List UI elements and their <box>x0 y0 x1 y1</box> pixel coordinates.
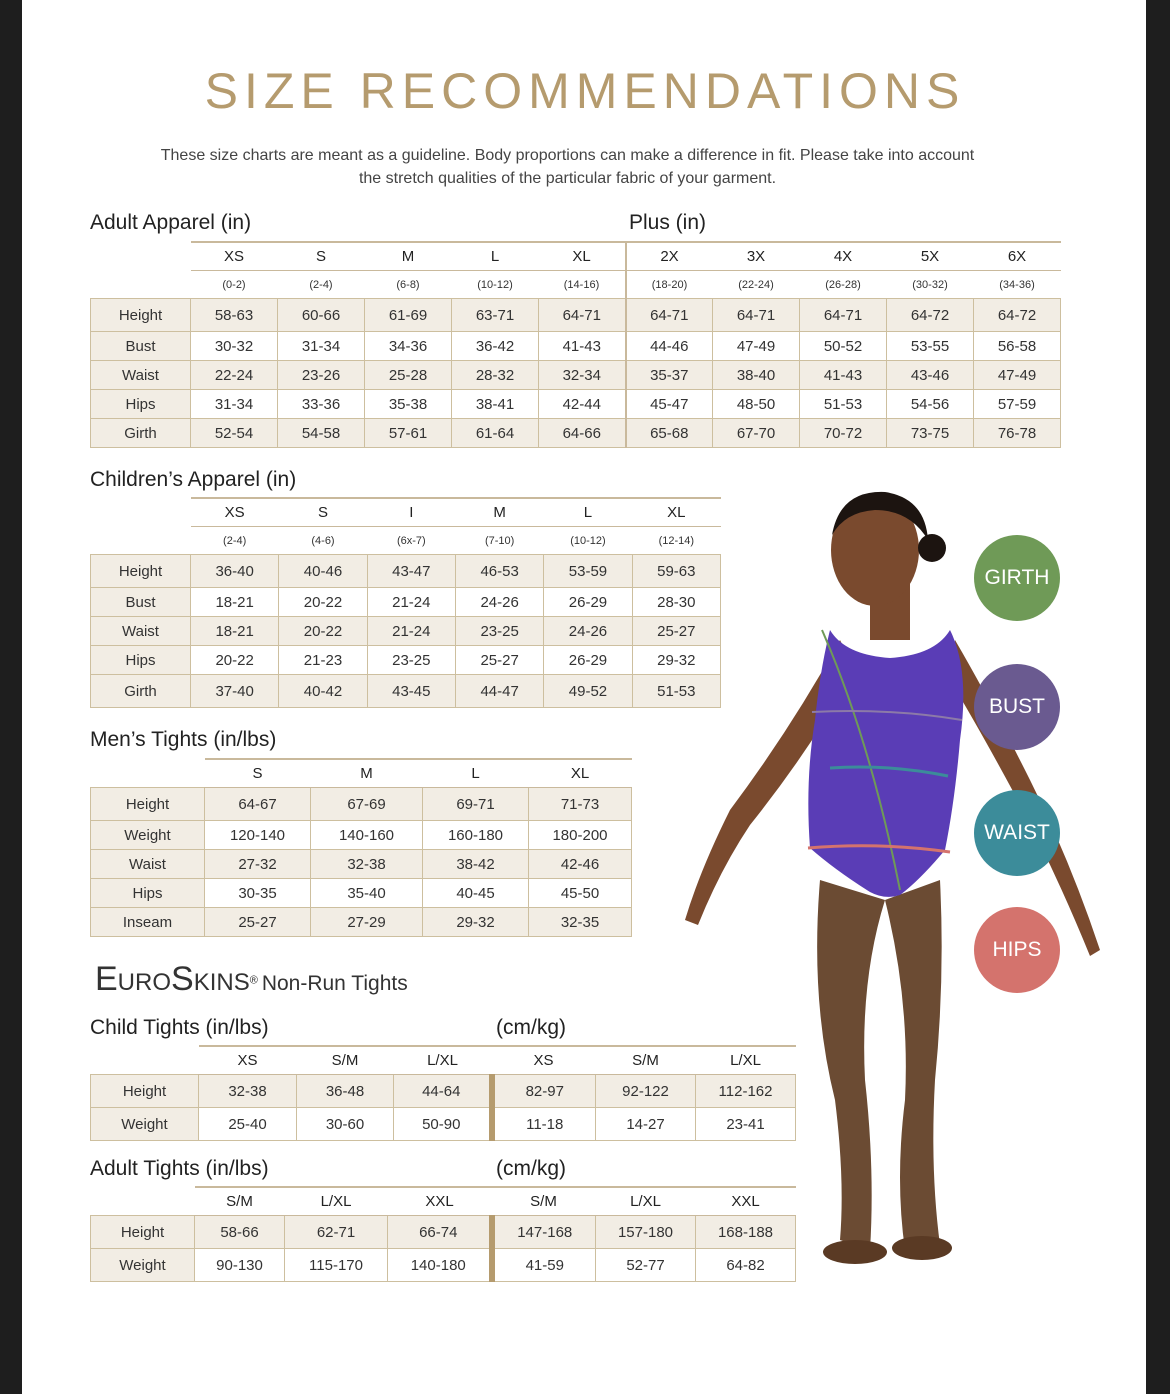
size-range: (30-32) <box>912 278 948 291</box>
size-header: XS <box>191 498 279 527</box>
size-header: L <box>544 498 632 527</box>
table-cell: 23-25 <box>455 617 543 646</box>
table-cell: 44-46 <box>626 332 713 361</box>
table-cell: 140-160 <box>311 821 423 850</box>
table-cell: 69-71 <box>423 788 529 821</box>
table-cell: 38-40 <box>713 361 800 390</box>
size-header: S/M <box>492 1187 596 1216</box>
size-header: S <box>279 498 367 527</box>
size-header: S/M <box>195 1187 285 1216</box>
table-cell: 32-35 <box>529 908 632 937</box>
euroskins-logo <box>95 960 408 999</box>
table-cell: 49-52 <box>544 675 632 708</box>
table-cell: 76-78 <box>974 419 1061 448</box>
row-label: Height <box>91 1216 195 1249</box>
table-cell: 23-41 <box>696 1108 796 1141</box>
adult-tights-metric-heading: (cm/kg) <box>496 1157 566 1180</box>
mens-tights-heading: Men’s Tights (in/lbs) <box>90 728 277 751</box>
children-apparel-heading: Children’s Apparel (in) <box>90 468 297 491</box>
size-range: (18-20) <box>626 271 713 299</box>
table-cell: 48-50 <box>713 390 800 419</box>
table-cell: 44-64 <box>394 1075 492 1108</box>
girth-bubble <box>974 535 1060 621</box>
left-shoe <box>823 1240 887 1264</box>
row-label: Inseam <box>91 908 205 937</box>
table-cell: 28-30 <box>632 588 720 617</box>
table-cell: 64-72 <box>887 299 974 332</box>
size-header: L <box>423 759 529 788</box>
table-cell: 45-47 <box>626 390 713 419</box>
euroskins-reg: ® <box>249 974 258 987</box>
size-header: L/XL <box>394 1046 492 1075</box>
table-cell: 140-180 <box>388 1249 492 1282</box>
size-range: (34-36) <box>999 278 1035 291</box>
table-cell: 27-29 <box>311 908 423 937</box>
table-cell: 23-25 <box>367 646 455 675</box>
table-cell: 53-59 <box>544 555 632 588</box>
row-label: Waist <box>91 617 191 646</box>
row-label: Waist <box>91 850 205 879</box>
table-cell: 46-53 <box>455 555 543 588</box>
table-cell: 51-53 <box>632 675 720 708</box>
row-label: Height <box>91 788 205 821</box>
table-cell: 25-40 <box>199 1108 297 1141</box>
table-cell: 50-90 <box>394 1108 492 1141</box>
table-row <box>91 588 721 617</box>
table-cell: 21-24 <box>367 588 455 617</box>
row-label: Weight <box>91 821 205 850</box>
table-cell: 23-26 <box>278 361 365 390</box>
size-range: (0-2) <box>222 278 246 291</box>
table-cell: 21-23 <box>279 646 367 675</box>
table-row <box>91 850 632 879</box>
size-header: 3X <box>713 242 800 271</box>
table-cell: 32-34 <box>539 361 626 390</box>
table-cell: 160-180 <box>423 821 529 850</box>
hips-label: HIPS <box>992 938 1042 961</box>
table-cell: 32-38 <box>311 850 423 879</box>
table-cell: 54-58 <box>278 419 365 448</box>
size-range: (7-10) <box>484 534 515 547</box>
bust-label: BUST <box>988 695 1045 718</box>
row-label: Hips <box>91 646 191 675</box>
size-header: I <box>367 498 455 527</box>
table-cell: 22-24 <box>191 361 278 390</box>
table-cell: 20-22 <box>279 617 367 646</box>
size-header: M <box>365 242 452 271</box>
table-cell: 115-170 <box>285 1249 388 1282</box>
size-range: (2-4) <box>309 278 333 291</box>
size-range: (2-4) <box>223 534 247 547</box>
table-row <box>91 361 1061 390</box>
row-label: Girth <box>91 419 191 448</box>
table-row <box>91 299 1061 332</box>
size-range: (4-6) <box>311 534 335 547</box>
table-cell: 41-43 <box>539 332 626 361</box>
table-cell: 24-26 <box>544 617 632 646</box>
table-cell: 40-42 <box>279 675 367 708</box>
table-cell: 20-22 <box>191 646 279 675</box>
table-cell: 27-32 <box>205 850 311 879</box>
table-cell: 40-46 <box>279 555 367 588</box>
size-range: (12-14) <box>658 534 695 547</box>
table-cell: 32-38 <box>199 1075 297 1108</box>
table-cell: 47-49 <box>974 361 1061 390</box>
table-cell: 30-35 <box>205 879 311 908</box>
size-header: XXL <box>388 1187 492 1216</box>
table-cell: 66-74 <box>388 1216 492 1249</box>
adult-apparel-table <box>90 241 1061 448</box>
bust-bubble <box>974 664 1060 750</box>
table-row <box>91 879 632 908</box>
table-cell: 31-34 <box>278 332 365 361</box>
table-cell: 41-43 <box>800 361 887 390</box>
table-cell: 37-40 <box>191 675 279 708</box>
table-cell: 41-59 <box>492 1249 596 1282</box>
table-cell: 70-72 <box>800 419 887 448</box>
table-cell: 52-77 <box>596 1249 696 1282</box>
size-range: (26-28) <box>825 278 861 291</box>
table-cell: 67-69 <box>311 788 423 821</box>
table-cell: 147-168 <box>492 1216 596 1249</box>
row-label: Weight <box>91 1249 195 1282</box>
size-range: (6x-7) <box>396 534 426 547</box>
table-row <box>91 821 632 850</box>
children-apparel-table <box>90 497 721 708</box>
row-label: Weight <box>91 1108 199 1141</box>
table-cell: 64-71 <box>713 299 800 332</box>
table-cell: 61-69 <box>365 299 452 332</box>
table-row <box>91 617 721 646</box>
table-cell: 33-36 <box>278 390 365 419</box>
table-cell: 35-38 <box>365 390 452 419</box>
table-cell: 45-50 <box>529 879 632 908</box>
table-cell: 42-46 <box>529 850 632 879</box>
size-range: (10-12) <box>570 534 606 547</box>
size-header: 5X <box>887 242 974 271</box>
table-cell: 29-32 <box>423 908 529 937</box>
table-cell: 25-27 <box>632 617 720 646</box>
table-cell: 38-42 <box>423 850 529 879</box>
intro-text: These size charts are meant as a guideline. Body proportions can make a difference in fit. Please take into account the stretch qualities of the particular fabric of your garment. <box>160 147 975 187</box>
row-label: Bust <box>91 332 191 361</box>
table-cell: 20-22 <box>279 588 367 617</box>
size-header: XS <box>199 1046 297 1075</box>
table-cell: 28-32 <box>452 361 539 390</box>
size-header: 6X <box>974 242 1061 271</box>
row-label: Height <box>91 1075 199 1108</box>
table-cell: 120-140 <box>205 821 311 850</box>
table-row <box>91 646 721 675</box>
size-header: L/XL <box>696 1046 796 1075</box>
table-cell: 36-42 <box>452 332 539 361</box>
child-tights-heading: Child Tights (in/lbs) <box>90 1016 269 1039</box>
table-cell: 43-47 <box>367 555 455 588</box>
table-cell: 67-70 <box>713 419 800 448</box>
row-label: Girth <box>91 675 191 708</box>
table-cell: 54-56 <box>887 390 974 419</box>
size-header: XXL <box>696 1187 796 1216</box>
table-cell: 30-60 <box>297 1108 394 1141</box>
table-cell: 18-21 <box>191 588 279 617</box>
table-cell: 71-73 <box>529 788 632 821</box>
table-cell: 51-53 <box>800 390 887 419</box>
size-header: L <box>452 242 539 271</box>
table-cell: 34-36 <box>365 332 452 361</box>
table-cell: 35-40 <box>311 879 423 908</box>
size-header: 4X <box>800 242 887 271</box>
table-cell: 64-67 <box>205 788 311 821</box>
table-cell: 63-71 <box>452 299 539 332</box>
table-row <box>91 908 632 937</box>
table-cell: 57-59 <box>974 390 1061 419</box>
table-row <box>91 419 1061 448</box>
table-cell: 18-21 <box>191 617 279 646</box>
table-cell: 52-54 <box>191 419 278 448</box>
size-header: XS <box>492 1046 596 1075</box>
table-cell: 53-55 <box>887 332 974 361</box>
table-cell: 43-46 <box>887 361 974 390</box>
size-header: S/M <box>596 1046 696 1075</box>
table-cell: 11-18 <box>492 1108 596 1141</box>
adult-apparel-heading: Adult Apparel (in) <box>90 211 252 234</box>
table-cell: 61-64 <box>452 419 539 448</box>
table-cell: 21-24 <box>367 617 455 646</box>
table-cell: 58-66 <box>195 1216 285 1249</box>
waist-label: WAIST <box>984 821 1050 844</box>
table-cell: 44-47 <box>455 675 543 708</box>
row-label: Bust <box>91 588 191 617</box>
size-range: (22-24) <box>738 278 774 291</box>
size-header: XS <box>191 242 278 271</box>
table-cell: 64-66 <box>539 419 626 448</box>
table-cell: 59-63 <box>632 555 720 588</box>
right-shoe <box>892 1236 952 1260</box>
row-label: Hips <box>91 879 205 908</box>
table-row <box>91 675 721 708</box>
size-header: XL <box>539 242 626 271</box>
hair-bun <box>918 534 946 562</box>
right-leg <box>885 880 942 1250</box>
size-header: S/M <box>297 1046 394 1075</box>
table-cell: 40-45 <box>423 879 529 908</box>
size-header: S <box>205 759 311 788</box>
table-cell: 73-75 <box>887 419 974 448</box>
table-cell: 82-97 <box>492 1075 596 1108</box>
dancer-illustration <box>670 480 1120 1300</box>
left-leg <box>817 880 885 1250</box>
size-header: 2X <box>626 242 713 271</box>
girth-label: GIRTH <box>984 566 1050 589</box>
table-row <box>91 332 1061 361</box>
table-cell: 90-130 <box>195 1249 285 1282</box>
table-cell: 30-32 <box>191 332 278 361</box>
hips-bubble <box>974 907 1060 993</box>
size-header: XL <box>529 759 632 788</box>
table-cell: 180-200 <box>529 821 632 850</box>
table-cell: 35-37 <box>626 361 713 390</box>
row-label: Waist <box>91 361 191 390</box>
table-cell: 25-27 <box>205 908 311 937</box>
table-cell: 64-72 <box>974 299 1061 332</box>
table-cell: 26-29 <box>544 646 632 675</box>
size-header: M <box>455 498 543 527</box>
table-cell: 62-71 <box>285 1216 388 1249</box>
table-row <box>91 555 721 588</box>
table-cell: 64-71 <box>539 299 626 332</box>
table-cell: 25-28 <box>365 361 452 390</box>
size-header: XL <box>632 498 720 527</box>
table-cell: 64-82 <box>696 1249 796 1282</box>
size-header: M <box>311 759 423 788</box>
adult-tights-heading: Adult Tights (in/lbs) <box>90 1157 269 1180</box>
table-cell: 168-188 <box>696 1216 796 1249</box>
size-range: (10-12) <box>477 278 513 291</box>
table-cell: 64-71 <box>626 299 713 332</box>
child-tights-metric-heading: (cm/kg) <box>496 1016 566 1039</box>
table-cell: 38-41 <box>452 390 539 419</box>
table-cell: 58-63 <box>191 299 278 332</box>
table-cell: 157-180 <box>596 1216 696 1249</box>
table-cell: 26-29 <box>544 588 632 617</box>
table-cell: 24-26 <box>455 588 543 617</box>
table-cell: 50-52 <box>800 332 887 361</box>
waist-bubble <box>974 790 1060 876</box>
table-cell: 56-58 <box>974 332 1061 361</box>
table-cell: 43-45 <box>367 675 455 708</box>
size-range: (6-8) <box>396 278 420 291</box>
table-cell: 65-68 <box>626 419 713 448</box>
size-header: S <box>278 242 365 271</box>
table-cell: 92-122 <box>596 1075 696 1108</box>
euroskins-sub: Non-Run Tights <box>261 972 408 995</box>
table-cell: 36-48 <box>297 1075 394 1108</box>
row-label: Height <box>91 299 191 332</box>
table-cell: 25-27 <box>455 646 543 675</box>
table-cell: 64-71 <box>800 299 887 332</box>
euroskins-brand: EuroSkins <box>95 960 250 998</box>
table-row <box>91 788 632 821</box>
leotard <box>808 630 963 897</box>
table-cell: 47-49 <box>713 332 800 361</box>
table-row <box>91 390 1061 419</box>
page-title: SIZE RECOMMENDATIONS <box>204 63 966 119</box>
table-cell: 14-27 <box>596 1108 696 1141</box>
size-header: L/XL <box>596 1187 696 1216</box>
table-cell: 29-32 <box>632 646 720 675</box>
table-cell: 112-162 <box>696 1075 796 1108</box>
plus-heading: Plus (in) <box>629 211 707 234</box>
mens-tights-table <box>90 758 632 937</box>
size-range: (14-16) <box>563 278 600 291</box>
table-cell: 60-66 <box>278 299 365 332</box>
size-header: L/XL <box>285 1187 388 1216</box>
table-cell: 31-34 <box>191 390 278 419</box>
table-cell: 57-61 <box>365 419 452 448</box>
row-label: Hips <box>91 390 191 419</box>
row-label: Height <box>91 555 191 588</box>
table-cell: 42-44 <box>539 390 626 419</box>
table-cell: 36-40 <box>191 555 279 588</box>
